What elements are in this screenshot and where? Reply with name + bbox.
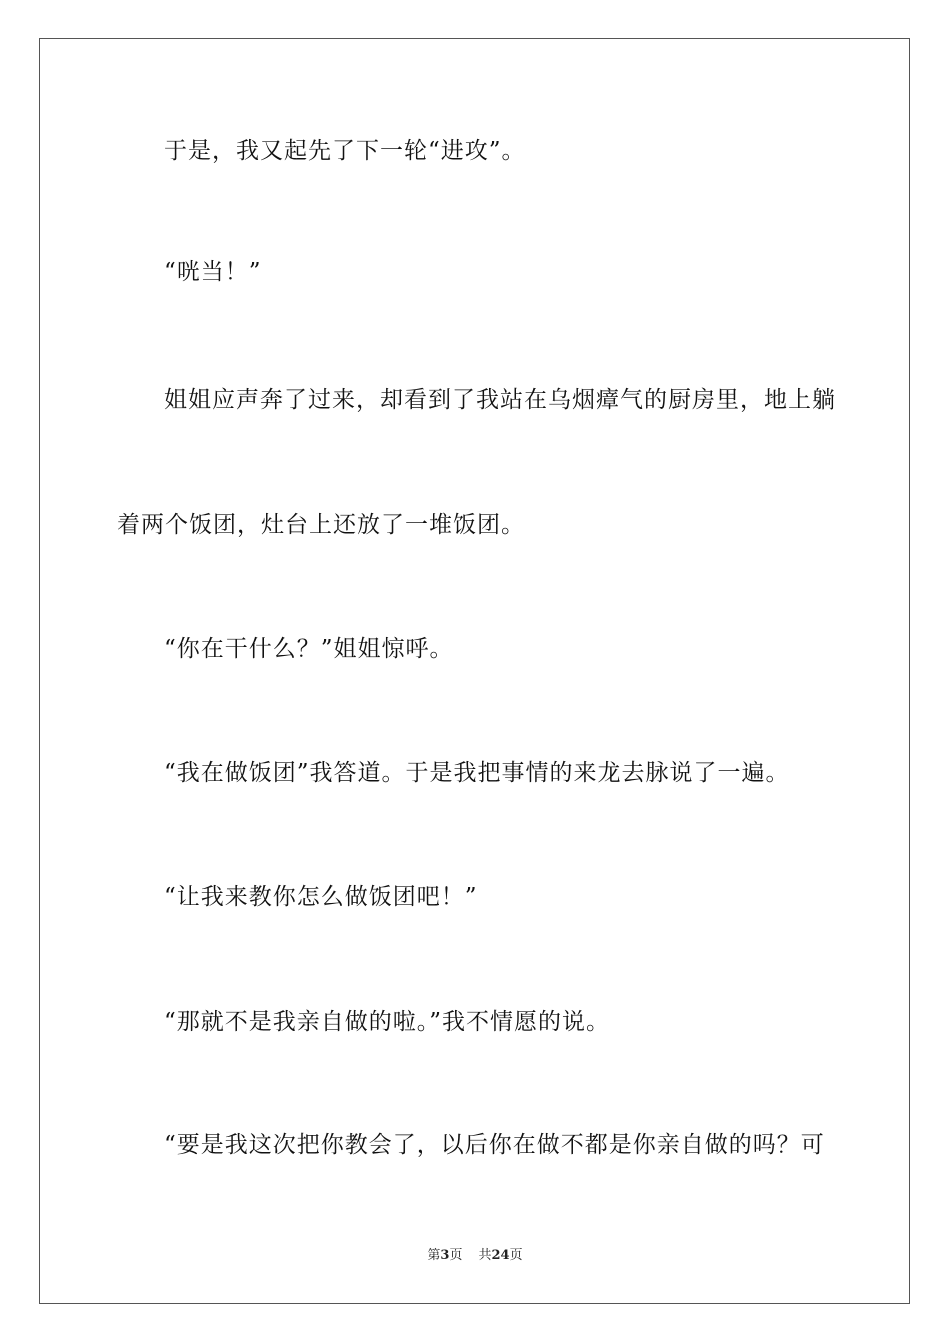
page-suffix: 页 [449,1248,463,1263]
total-suffix: 页 [509,1248,523,1263]
paragraph-line-4: 着两个饭团，灶台上还放了一堆饭团。 [117,512,525,538]
paragraph-line-8: “那就不是我亲自做的啦。”我不情愿的说。 [164,1009,611,1035]
page-total: 24 [491,1248,510,1263]
total-prefix: 共 [478,1248,492,1263]
paragraph-line-7: “让我来教你怎么做饭团吧！” [164,884,478,910]
paragraph-line-2: “咣当！” [164,259,262,285]
paragraph-line-1: 于是，我又起先了下一轮“进攻”。 [164,138,526,164]
paragraph-line-5: “你在干什么？”姐姐惊呼。 [164,636,454,662]
page-frame [39,38,910,1304]
page-current: 3 [440,1248,450,1263]
page-footer [0,1247,950,1265]
paragraph-line-3: 姐姐应声奔了过来，却看到了我站在乌烟瘴气的厨房里，地上躺 [164,387,836,413]
paragraph-line-9: “要是我这次把你教会了，以后你在做不都是你亲自做的吗？可 [164,1132,825,1158]
paragraph-line-6: “我在做饭团”我答道。于是我把事情的来龙去脉说了一遍。 [164,760,790,786]
page-prefix: 第 [427,1248,441,1263]
